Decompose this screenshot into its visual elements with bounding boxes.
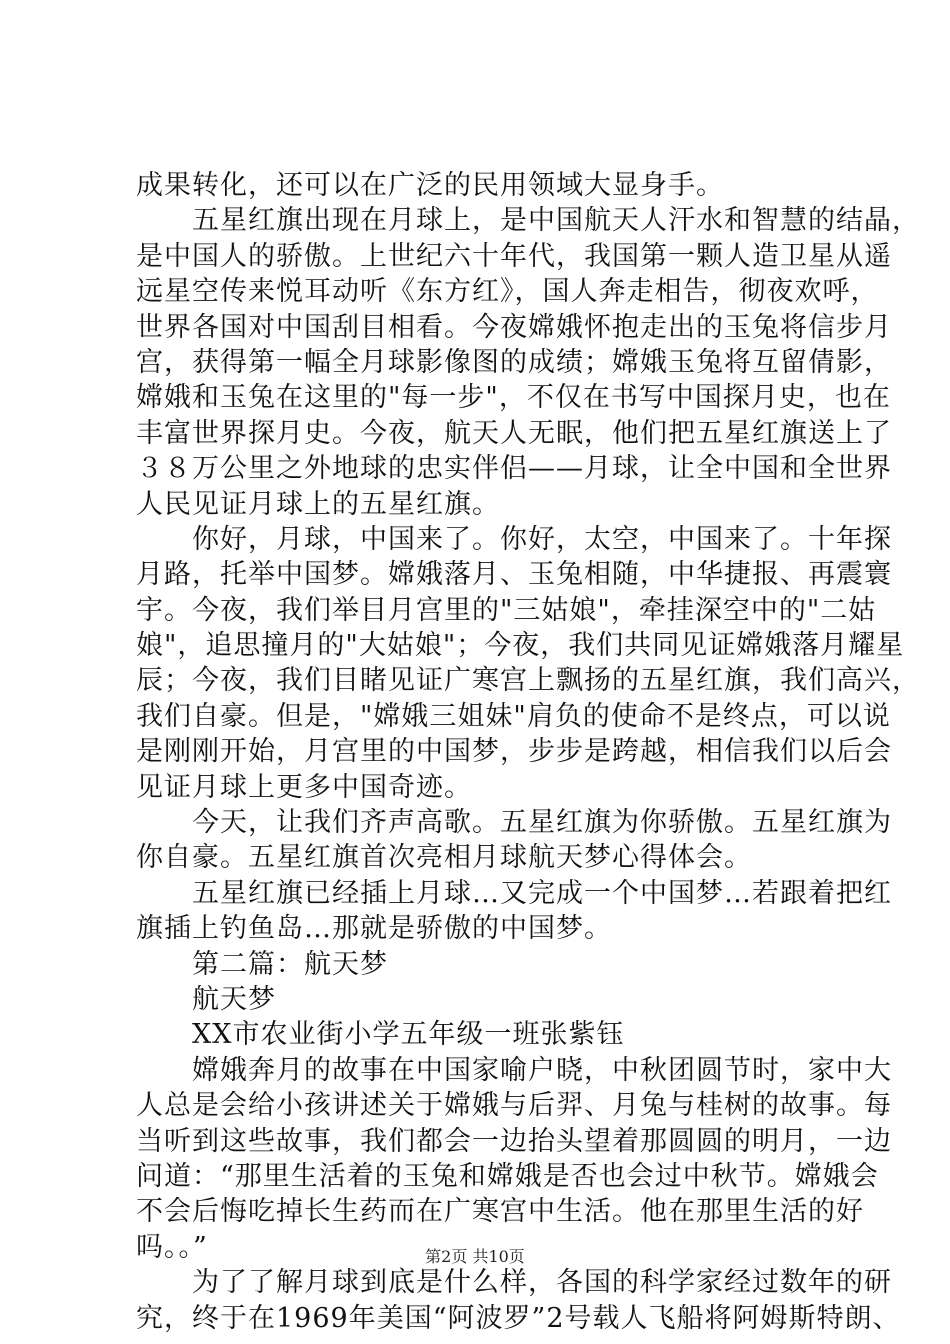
text-line: 嫦娥和玉兔在这里的"每一步"，不仅在书写中国探月史，也在 bbox=[136, 382, 891, 414]
page-footer: 第2页 共10页 bbox=[425, 1247, 525, 1266]
text-line: 你好，月球，中国来了。你好，太空，中国来了。十年探 bbox=[136, 523, 892, 555]
text-line: 我们自豪。但是，"嫦娥三姐妹"肩负的使命不是终点，可以说 bbox=[136, 700, 891, 732]
body-text bbox=[136, 168, 920, 1336]
text-line: 娘"，追思撞月的"大姑娘"；今夜，我们共同见证嫦娥落月耀星 bbox=[136, 630, 905, 662]
author-line: XX市农业街小学五年级一班张紫钰 bbox=[136, 1019, 625, 1051]
essay-title: 航天梦 bbox=[136, 983, 276, 1015]
text-line: 世界各国对中国刮目相看。今夜嫦娥怀抱走出的玉兔将信步月 bbox=[136, 311, 892, 343]
text-line: 五星红旗出现在月球上，是中国航天人汗水和智慧的结晶， bbox=[136, 205, 920, 237]
text-line: 宇。今夜，我们举目月宫里的"三姑娘"，牵挂深空中的"二姑 bbox=[136, 594, 877, 626]
text-line: 嫦娥奔月的故事在中国家喻户晓，中秋团圆节时，家中大 bbox=[136, 1054, 892, 1086]
text-line: ３８万公里之外地球的忠实伴侣——月球，让全中国和全世界 bbox=[136, 453, 892, 485]
section-heading: 第二篇：航天梦 bbox=[136, 948, 388, 980]
text-line: 当听到这些故事，我们都会一边抬头望着那圆圆的明月，一边 bbox=[136, 1125, 892, 1157]
text-line: 见证月球上更多中国奇迹。 bbox=[136, 771, 472, 803]
text-line: 成果转化，还可以在广泛的民用领域大显身手。 bbox=[136, 170, 724, 201]
text-line: 月路，托举中国梦。嫦娥落月、玉兔相随，中华捷报、再震寰 bbox=[136, 559, 892, 591]
text-line: 丰富世界探月史。今夜，航天人无眠，他们把五星红旗送上了 bbox=[136, 417, 892, 449]
text-line: 你自豪。五星红旗首次亮相月球航天梦心得体会。 bbox=[136, 842, 752, 874]
text-line: 今天，让我们齐声高歌。五星红旗为你骄傲。五星红旗为 bbox=[136, 807, 892, 839]
text-line: 辰；今夜，我们目睹见证广寒宫上飘扬的五星红旗，我们高兴， bbox=[136, 665, 920, 697]
text-line: 人民见证月球上的五星红旗。 bbox=[136, 488, 500, 520]
text-line: 不会后悔吃掉长生药而在广寒宫中生活。他在那里生活的好 bbox=[136, 1196, 864, 1228]
text-line: 吗。。” bbox=[136, 1231, 208, 1263]
text-line: 究，终于在1969年美国“阿波罗”2号载人飞船将阿姆斯特朗、 bbox=[136, 1302, 901, 1334]
text-line: 人总是会给小孩讲述关于嫦娥与后羿、月兔与桂树的故事。每 bbox=[136, 1090, 892, 1122]
text-line: 问道：“那里生活着的玉兔和嫦娥是否也会过中秋节。嫦娥会 bbox=[136, 1160, 879, 1192]
text-line: 五星红旗已经插上月球…又完成一个中国梦…若跟着把红 bbox=[136, 877, 892, 909]
text-line: 为了了解月球到底是什么样，各国的科学家经过数年的研 bbox=[136, 1267, 892, 1299]
text-line: 宫，获得第一幅全月球影像图的成绩；嫦娥玉兔将互留倩影， bbox=[136, 346, 892, 378]
text-line: 是中国人的骄傲。上世纪六十年代，我国第一颗人造卫星从遥 bbox=[136, 240, 892, 272]
text-line: 是刚刚开始，月宫里的中国梦，步步是跨越，相信我们以后会 bbox=[136, 736, 892, 768]
text-line: 远星空传来悦耳动听《东方红》，国人奔走相告，彻夜欢呼， bbox=[136, 276, 879, 308]
text-line: 旗插上钓鱼岛…那就是骄傲的中国梦。 bbox=[136, 913, 612, 945]
